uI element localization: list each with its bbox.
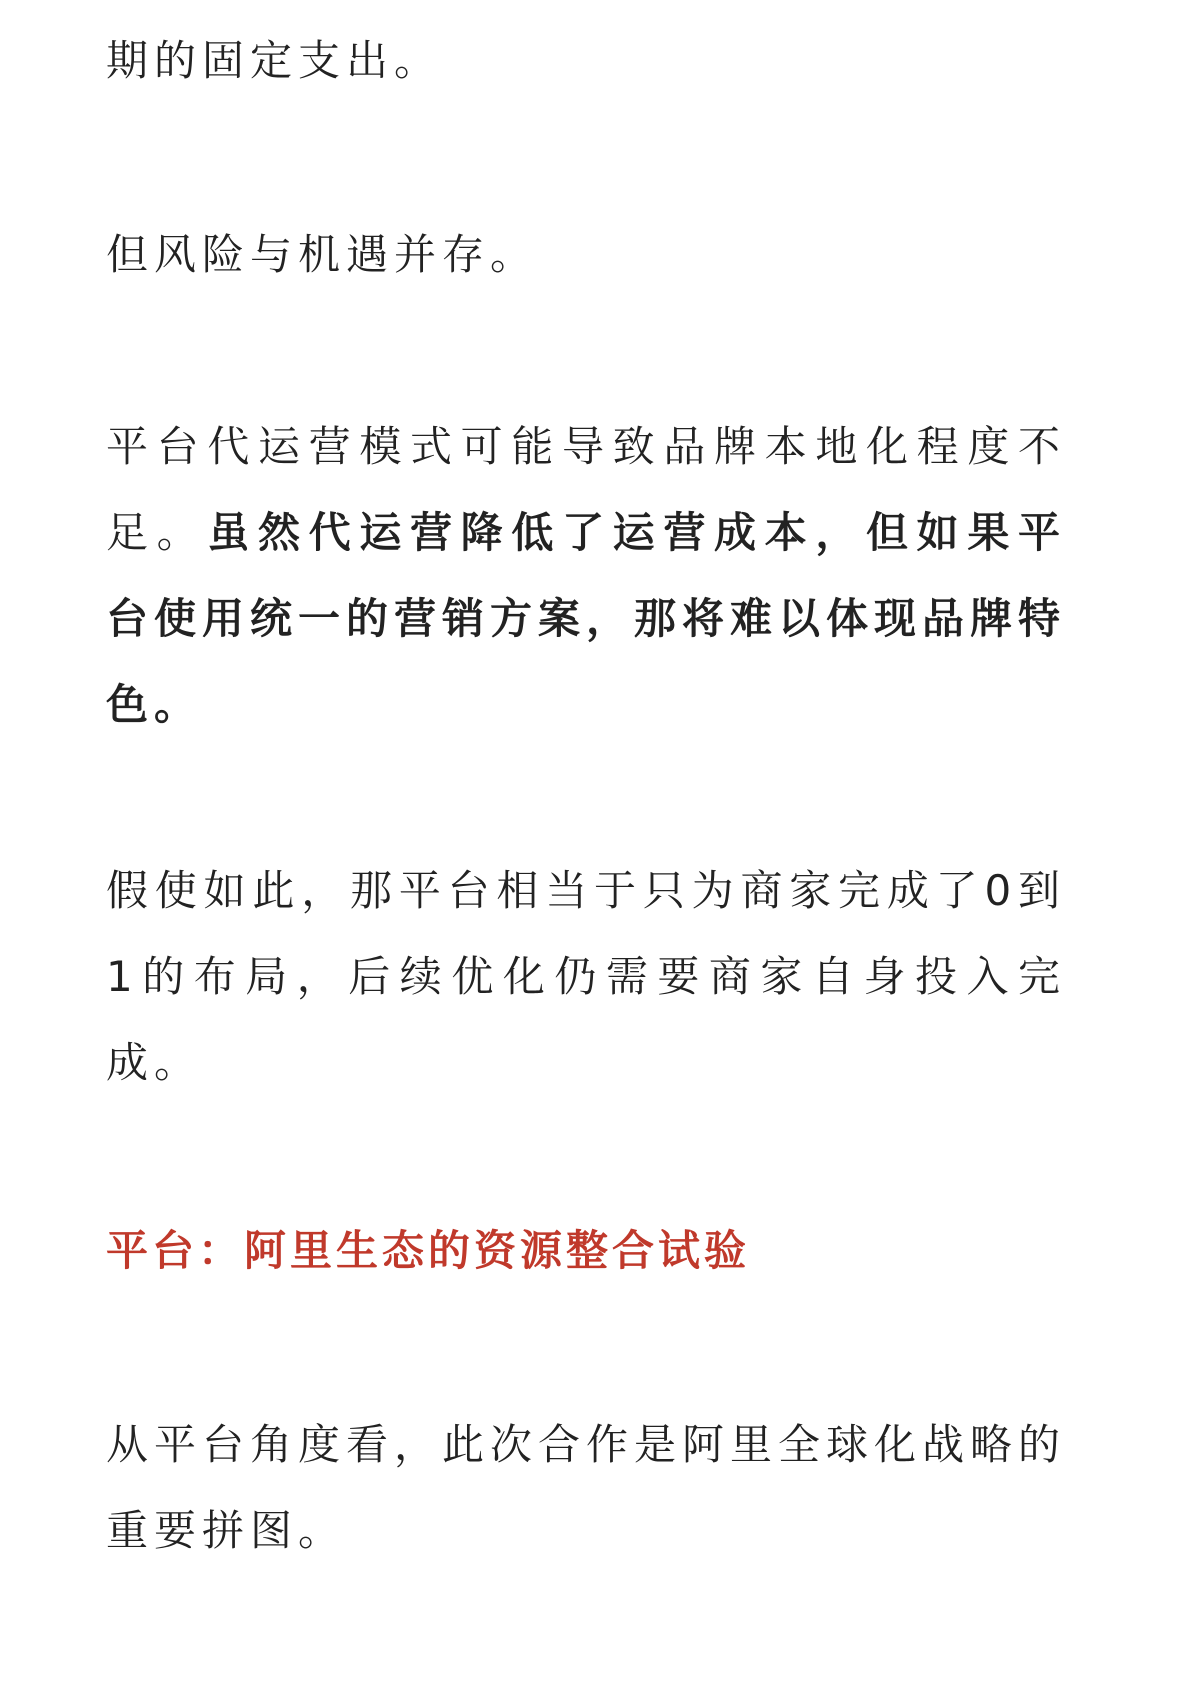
section-heading: 平台：阿里生态的资源整合试验 (106, 1226, 751, 1275)
paragraph-fixed-expense: 期的固定支出。 (106, 36, 443, 85)
paragraph-zero-to-one: 假使如此，那平台相当于只为商家完成了0到1的布局，后续优化仍需要商家自身投入完成。 (106, 866, 1066, 1087)
paragraph-localization (106, 404, 1066, 748)
paragraph-risk-opportunity: 但风险与机遇并存。 (106, 230, 539, 279)
paragraph-localization-bold: 虽然代运营降低了运营成本，但如果平台使用统一的营销方案，那将难以体现品牌特色。 (106, 508, 1067, 729)
paragraph-platform-perspective: 从平台角度看，此次合作是阿里全球化战略的重要拼图。 (106, 1420, 1067, 1555)
paragraph-localization-normal: 平台代运营模式可能导致品牌本地化程度不足。 (106, 422, 1066, 557)
